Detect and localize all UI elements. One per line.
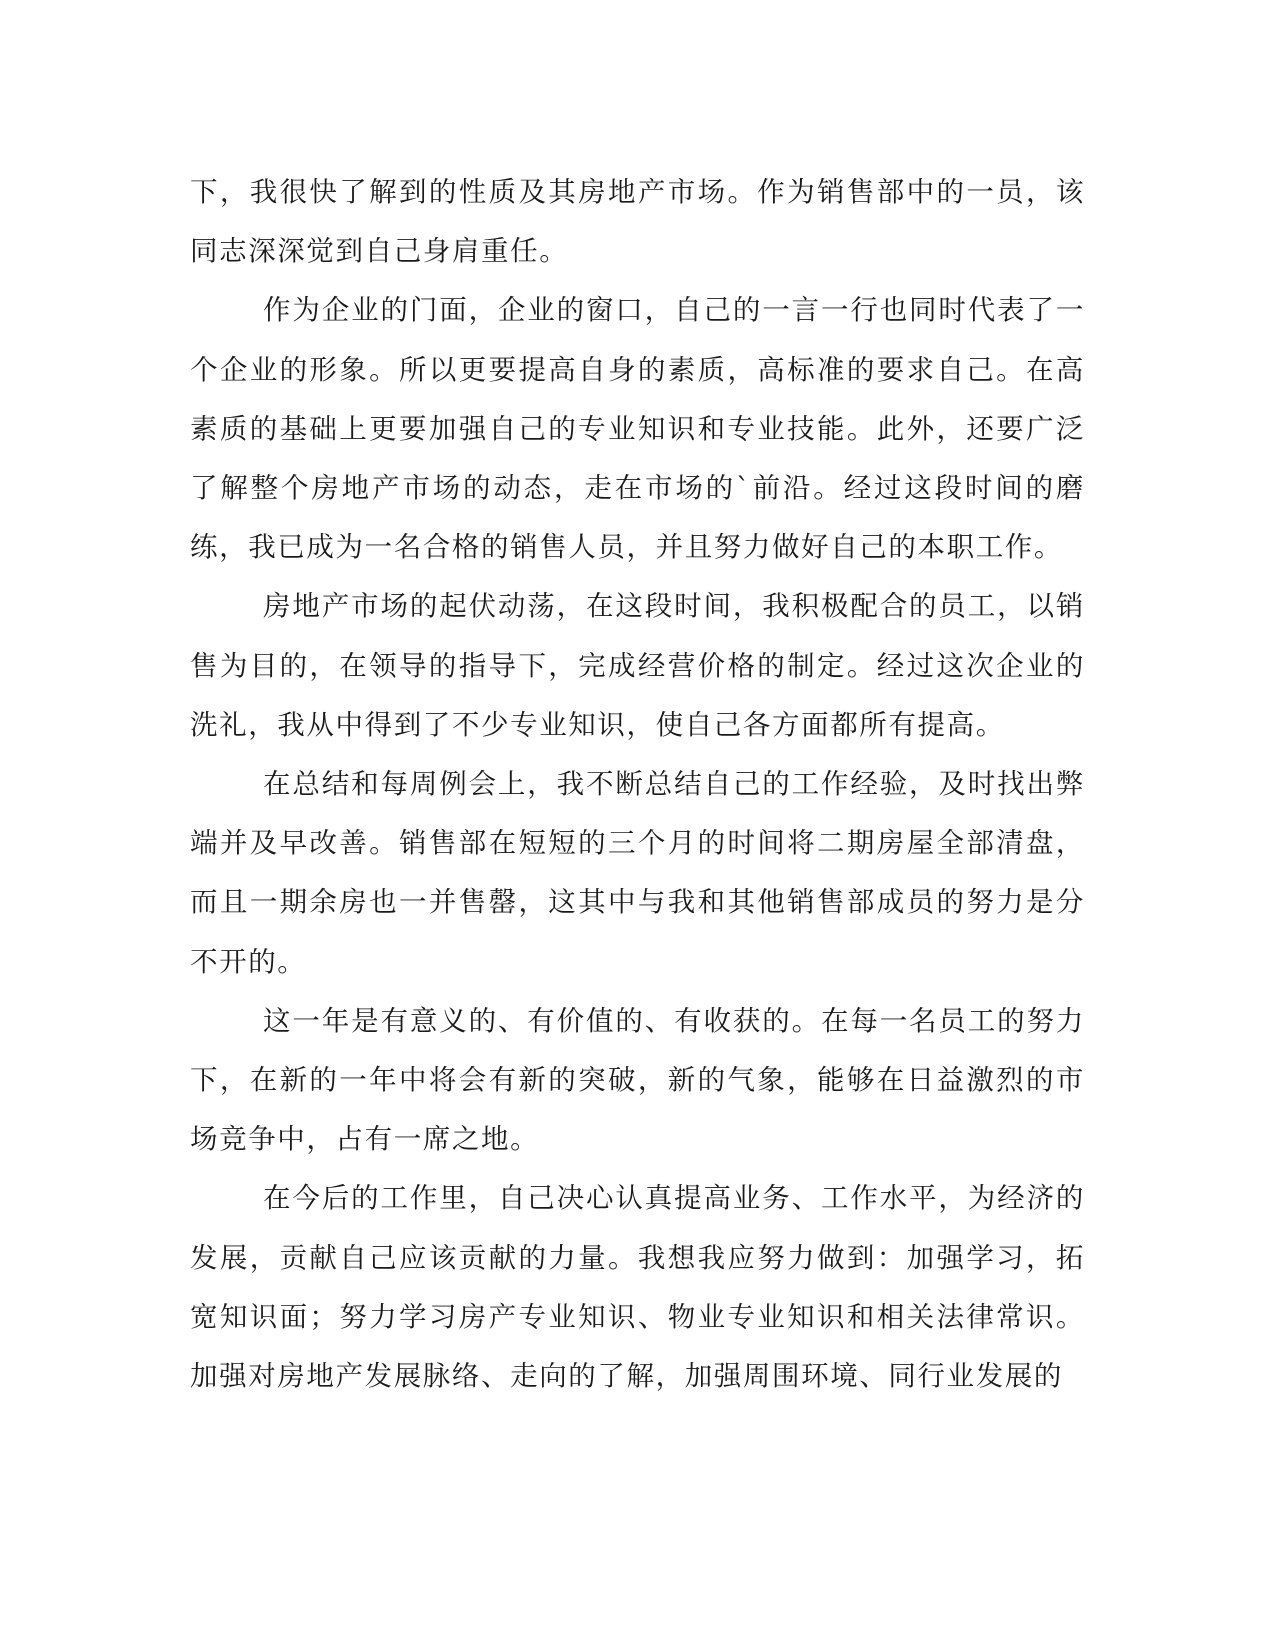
paragraph-2: 作为企业的门面，企业的窗口，自己的一言一行也同时代表了一个企业的形象。所以更要提高自身的素质，高标准的要求自己。在高素质的基础上更要加强自己的专业知识和专业技能。此外，还要广泛了解整个房地产市场的动态，走在市场的`前沿。经过这段时间的磨练，我已成为一名合格的销售人员，并且努力做好自己的本职工作。	[190, 294, 1085, 564]
paragraph-1: 下，我很快了解到的性质及其房地产市场。作为销售部中的一员，该同志深深觉到自己身肩重任。	[190, 176, 1085, 268]
paragraph-6: 在今后的工作里，自己决心认真提高业务、工作水平，为经济的发展，贡献自己应该贡献的力量。我想我应努力做到：加强学习，拓宽知识面；努力学习房产专业知识、物业专业知识和相关法律常识。加强对房地产发展脉络、走向的了解，加强周围环境、同行业发展的	[190, 1182, 1085, 1393]
document-body	[190, 163, 1085, 1406]
paragraph-4: 在总结和每周例会上，我不断总结自己的工作经验，及时找出弊端并及早改善。销售部在短短的三个月的时间将二期房屋全部清盘，而且一期余房也一并售罄，这其中与我和其他销售部成员的努力是分不开的。	[190, 768, 1085, 978]
paragraph-5: 这一年是有意义的、有价值的、有收获的。在每一名员工的努力下，在新的一年中将会有新的突破，新的气象，能够在日益激烈的市场竞争中，占有一席之地。	[190, 1004, 1085, 1156]
paragraph-3: 房地产市场的起伏动荡，在这段时间，我积极配合的员工，以销售为目的，在领导的指导下，完成经营价格的制定。经过这次企业的洗礼，我从中得到了不少专业知识，使自己各方面都所有提高。	[190, 590, 1085, 741]
